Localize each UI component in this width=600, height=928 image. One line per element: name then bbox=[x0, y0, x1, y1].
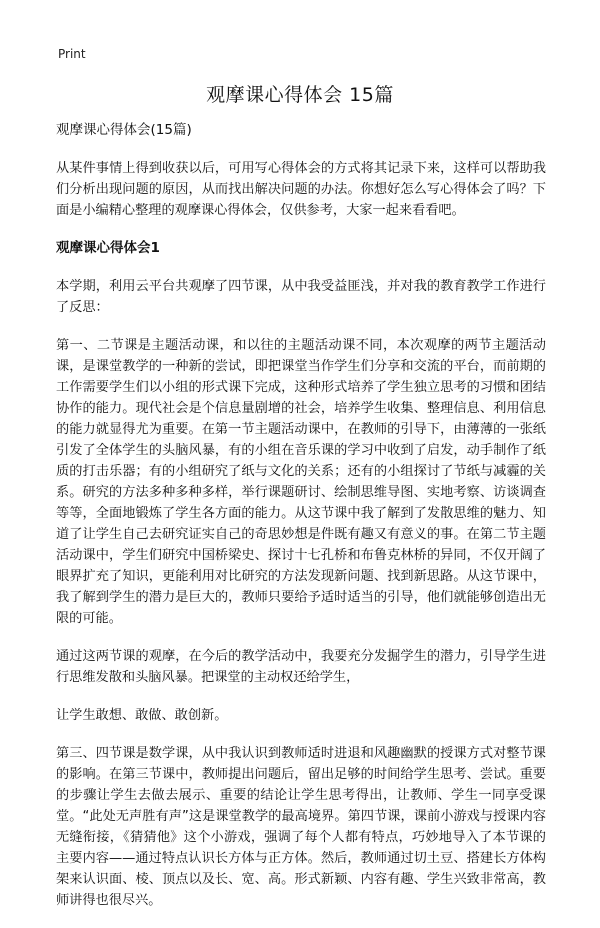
section-heading: 观摩课心得体会1 bbox=[56, 240, 160, 256]
document-title: 观摩课心得体会 15篇 bbox=[206, 84, 394, 106]
intro-paragraph: 从某件事情上得到收获以后，可用写心得体会的方式将其记录下来，这样可以帮助我们分析出现问题的原因，从而找出解决问题的办法。你想好怎么写心得体会了吗？下面是小编精心整理的观摩课心得体会，仅供参考，大家一起来看看吧。 bbox=[56, 161, 546, 218]
paragraph-2: 第一、二节课是主题活动课，和以往的主题活动课不同，本次观摩的两节主题活动课，是课堂教学的一种新的尝试，即把课堂当作学生们分享和交流的平台，而前期的工作需要学生们以小组的形式课下完成，这种形式培养了学生独立思考的习惯和团结协作的能力。现代社会是个信息量剧增的社会，培养学生收集、整理信息、利用信息的能力就显得尤为重要。在第一节主题活动课中，在教师的引导下，由薄薄的一张纸引发了全体学生的头脑风暴，有的小组在音乐课的学习中收到了启发，动手制作了纸质的打击乐器；有的小组研究了纸与文化的关系；还有的小组探讨了节纸与减霾的关系。研究的方法多种多种多样，举行课题研讨、绘制思维导图、实地考察、访谈调查等等，全面地锻炼了学生各方面的能力。从这节课中我了解到了发散思维的魅力、知道了让学生自己去研究证实自己的奇思妙想是件既有趣又有意义的事。在第二节主题活动课中，学生们研究中国桥梁史、探讨十七孔桥和布鲁克林桥的异同，不仅开阔了眼界扩充了知识，更能利用对比研究的方法发现新问题、找到新思路。从这节课中，我了解到学生的潜力是巨大的，教师只要给予适时适当的引导，他们就能够创造出无限的可能。 bbox=[56, 338, 546, 626]
document-subtitle: 观摩课心得体会(15篇) bbox=[56, 122, 192, 138]
document-body bbox=[56, 120, 546, 928]
paragraph-5: 第三、四节课是数学课，从中我认识到教师适时进退和风趣幽默的授课方式对整节课的影响。在第三节课中，教师提出问题后，留出足够的时间给学生思考、尝试。重要的步骤让学生去做去展示、重要的结论让学生思考得出，让教师、学生一同享受课堂。“此处无声胜有声”这是课堂教学的最高境界。第四节课，课前小游戏与授课内容无缝衔接，《猜猜他》这个小游戏，强调了每个人都有特点，巧妙地导入了本节课的主要内容——通过特点认识长方体与正方体。然后，教师通过切土豆、搭建长方体构架来认识面、棱、顶点以及长、宽、高。形式新颖、内容有趣、学生兴致非常高，教师讲得也很尽兴。 bbox=[56, 746, 546, 908]
paragraph-1: 本学期，利用云平台共观摩了四节课，从中我受益匪浅，并对我的教育教学工作进行了反思： bbox=[56, 279, 546, 315]
print-label[interactable]: Print bbox=[58, 47, 86, 61]
paragraph-4: 让学生敢想、敢做、敢创新。 bbox=[56, 708, 228, 723]
paragraph-3: 通过这两节课的观摩，在今后的教学活动中，我要充分发掘学生的潜力，引导学生进行思维发散和头脑风暴。把课堂的主动权还给学生， bbox=[56, 649, 546, 685]
